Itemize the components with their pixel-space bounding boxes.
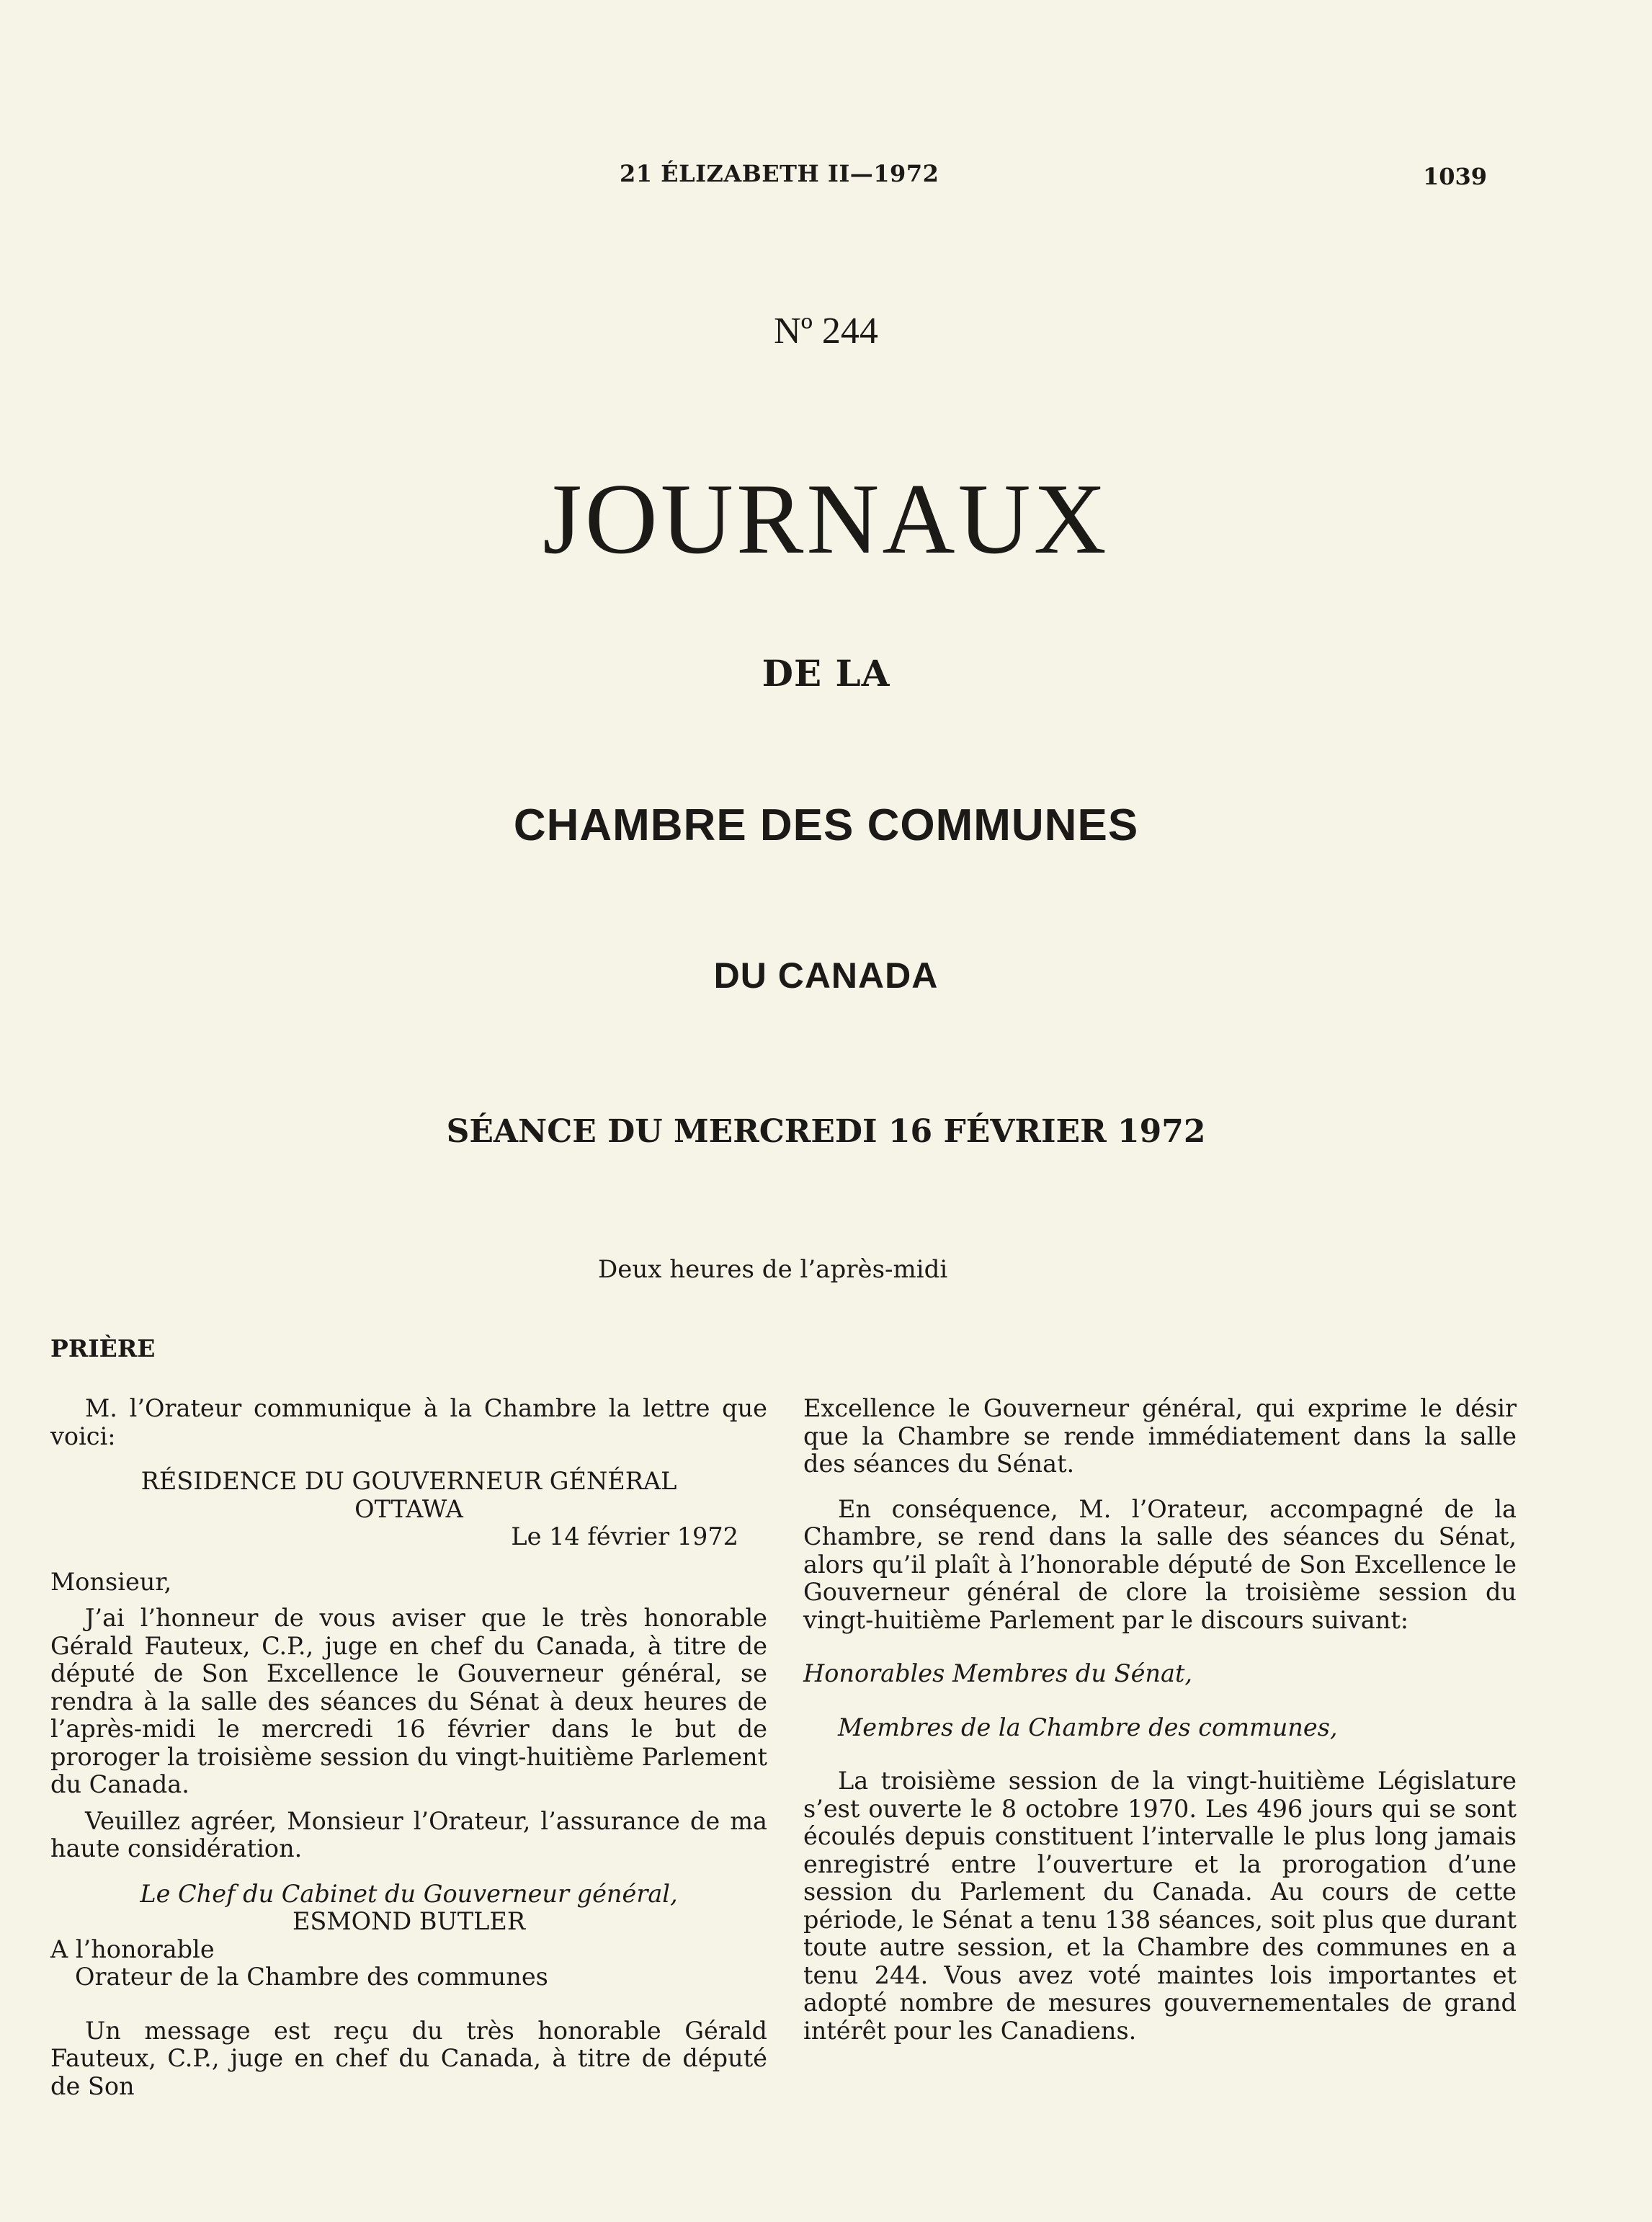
speech-paragraph: La troisième session de la vingt-huitième Législature s’est ouverte le 8 octobre 1970. Les 496 jours qui se sont écoulés depuis constituent l’intervalle le plus long jamais enregistré entre l’ouverture et la prorogation d’une session du Parlement du Canada. Au cours de cette période, le Sénat a tenu 138 séances, soit plus que durant toute autre session, et la Chambre des communes en a tenu 244. Vous avez voté maintes lois importantes et adopté nombre de mesures gouvernementales de grand intérêt pour les Canadiens. [803,1767,1517,2045]
consequence-paragraph: En conséquence, M. l’Orateur, accompagné de la Chambre, se rend dans la salle des séances du Sénat, alors qu’il plaît à l’honorable député de Son Excellence le Gouverneur général de clore la troisième session du vingt-huitième Parlement par le discours suivant: [803,1494,1517,1634]
message-continuation: Excellence le Gouverneur général, qui exprime le désir que la Chambre se rende immédiatement dans la salle des séances du Sénat. [803,1394,1517,1478]
letter-closing: Veuillez agréer, Monsieur l’Orateur, l’assurance de ma haute considération. [50,1806,767,1862]
letter-salutation: Monsieur, [50,1567,172,1596]
message-paragraph: Un message est reçu du très honorable Gérald Fauteux, C.P., juge en chef du Canada, à titre de député de Son [50,2016,767,2100]
title-du-canada: DU CANADA [713,955,939,996]
title-chambre: CHAMBRE DES COMMUNES [513,800,1139,850]
sitting-date: SÉANCE DU MERCREDI 16 FÉVRIER 1972 [446,1113,1206,1150]
letter-head-ottawa: OTTAWA [354,1494,463,1523]
signature-name: ESMOND BUTLER [292,1907,526,1935]
letter-head-residence: RÉSIDENCE DU GOUVERNEUR GÉNÉRAL [140,1467,677,1495]
section-heading-priere: PRIÈRE [50,1334,156,1362]
letter-body: J’ai l’honneur de vous aviser que le très honorable Gérald Fauteux, C.P., juge en chef du Canada, à titre de député de Son Excellence le Gouverneur général, se rendra à la salle des séances du Sénat à deux heures de l’après-midi le mercredi 16 février dans le but de proroger la troisième session du vingt-huitième Parlement du Canada. [50,1604,767,1798]
sitting-time: Deux heures de l’après-midi [598,1255,948,1284]
address-senate: Honorables Membres du Sénat, [803,1659,1193,1687]
issue-number: Nº 244 [774,311,878,352]
left-column [50,1395,767,2100]
addressee-line-2: Orateur de la Chambre des communes [75,1963,548,1991]
page-number: 1039 [1423,163,1488,190]
addressee-line-1: A l’honorable [50,1935,215,1963]
intro-paragraph: M. l’Orateur communique à la Chambre la lettre que voici: [50,1394,767,1450]
letter-date: Le 14 février 1972 [511,1522,738,1551]
running-head: 21 ÉLIZABETH II—1972 [620,160,939,187]
signature-title: Le Chef du Cabinet du Gouverneur général, [140,1879,678,1908]
title-de-la: DE LA [762,652,890,695]
journal-title: JOURNAUX [543,463,1109,575]
address-commons: Membres de la Chambre des communes, [838,1713,1338,1741]
right-column [803,1395,1517,2045]
